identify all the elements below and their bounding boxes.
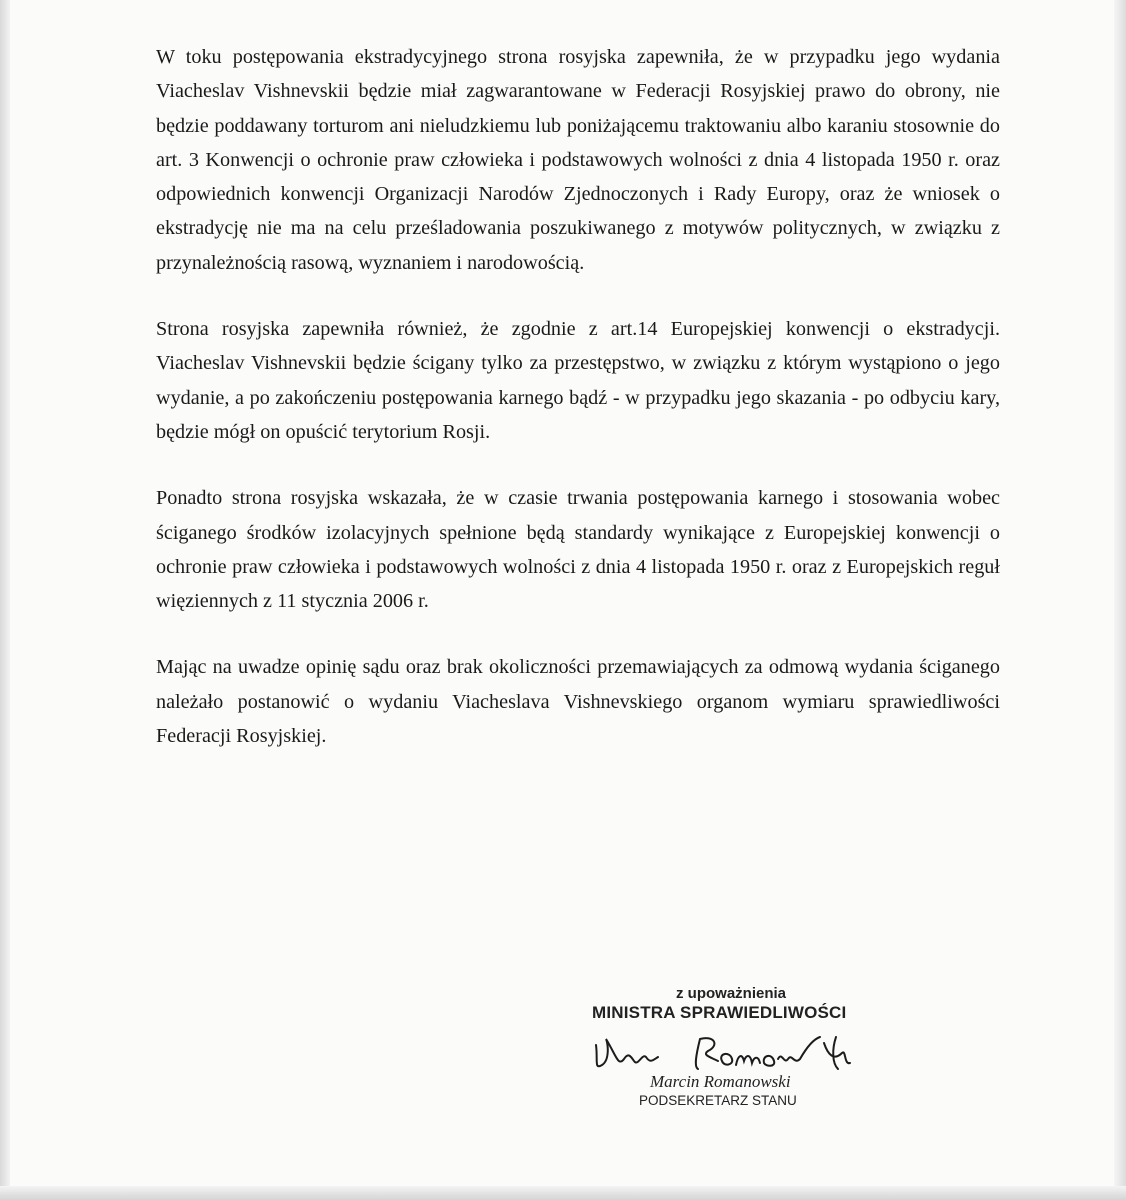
page-right-edge-shadow: [1114, 0, 1126, 1200]
signatory-name: Marcin Romanowski: [650, 1072, 791, 1091]
signature-minister-stamp: MINISTRA SPRAWIEDLIWOŚCI: [592, 1003, 847, 1022]
signature-block: [588, 985, 888, 1115]
signatory-title: PODSEKRETARZ STANU: [639, 1093, 797, 1108]
document-body: [156, 40, 1000, 785]
page-bottom-edge-shadow: [0, 1186, 1126, 1200]
paragraph-guarantees: W toku postępowania ekstradycyjnego strona rosyjska zapewniła, że w przypadku jego wydania Viacheslav Vishnevskii będzie miał zagwarantowane w Federacji Rosyjskiej prawo do obrony, nie będzie poddawany torturom ani nieludzkiemu lub poniżającemu traktowaniu albo karaniu stosownie do art. 3 Konwencji o ochronie praw człowieka i podstawowych wolności z dnia 4 listopada 1950 r. oraz odpowiednich konwencji Organizacji Narodów Zjednoczonych i Rady Europy, oraz że wniosek o ekstradycję nie ma na celu prześladowania poszukiwanego z motywów politycznych, w związku z przynależnością rasową, wyznaniem i narodowością.: [156, 46, 1000, 274]
handwritten-signature: [588, 1015, 868, 1075]
paragraph-decision: Mając na uwadze opinię sądu oraz brak okoliczności przemawiających za odmową wydania ściganego należało postanowić o wydaniu Viacheslava Vishnevskiego organom wymiaru sprawiedliwości Federacji Rosyjskiej.: [156, 656, 1000, 748]
paragraph-detention-standards: Ponadto strona rosyjska wskazała, że w czasie trwania postępowania karnego i stosowania wobec ściganego środków izolacyjnych spełnione będą standardy wynikające z Europejskiej konwencji o ochronie praw człowieka i podstawowych wolności z dnia 4 listopada 1950 r. oraz z Europejskich reguł więziennych z 11 stycznia 2006 r.: [156, 487, 1000, 613]
page-left-edge-shadow: [0, 0, 10, 1200]
paragraph-speciality-rule: Strona rosyjska zapewniła również, że zgodnie z art.14 Europejskiej konwencji o ekstradycji. Viacheslav Vishnevskii będzie ścigany tylko za przestępstwo, w związku z którym wystąpiono o jego wydanie, a po zakończeniu postępowania karnego bądź - w przypadku jego skazania - po odbyciu kary, będzie mógł on opuścić terytorium Rosji.: [156, 318, 1000, 443]
signature-authorization: z upoważnienia: [676, 985, 787, 1002]
